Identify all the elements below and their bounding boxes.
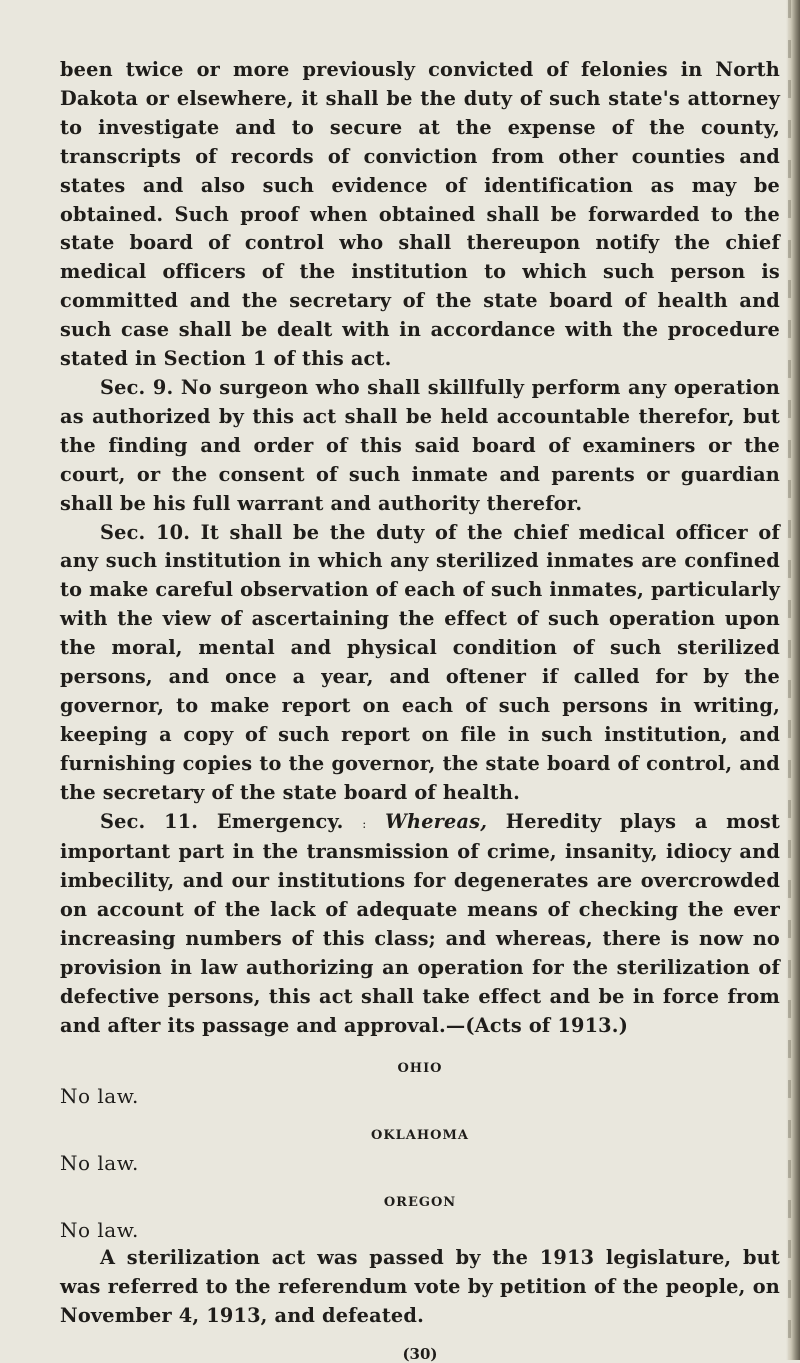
section-11-mark: : <box>362 816 367 831</box>
state-heading-oregon: OREGON <box>383 1194 457 1210</box>
section-11-body: Heredity plays a most important part in the transmission of crime, insanity, idiocy and imbecility, and our institutions for degenerates are overcrowded on account of the lack of adequate means of checking the ever increasing numbers of this class; and whereas, there is now no provision in law authorizing an operation for the sterilization of defective persons, this act shall take effect and be in force from and after its passage and approval.—(Acts of 1913.) <box>60 809 780 1037</box>
oregon-note: A sterilization act was passed by the 1913 legislature, but was referred to the referendum vote by petition of the people, on November 4, 1913, and defeated. <box>60 1245 780 1327</box>
state-heading-ohio: OHIO <box>397 1060 443 1076</box>
page-binding-edge <box>786 0 800 1360</box>
continuation-paragraph: been twice or more previously convicted of felonies in North Dakota or elsewhere, it shall be the duty of such state's attorney to investigate and to secure at the expense of the county, transcripts of records of conviction from other counties and states and also such evidence of identification as may be obtained. Such proof when obtained shall be forwarded to the state board of control who shall thereupon notify the chief medical officers of the institution to which such person is committed and the secretary of the state board of health and such case shall be dealt with in accordance with the procedure stated in Section 1 of this act. <box>60 58 780 371</box>
page-number: (30) <box>402 1344 438 1363</box>
section-11 <box>60 808 780 1041</box>
section-10: Sec. 10. It shall be the duty of the chief medical officer of any such institution in which any sterilized inmates are confined to make careful observation of each of such inmates, particularly with the view of ascertaining the effect of such operation upon the moral, mental and physical condition of such sterilized persons, and once a year, and oftener if called for by the governor, to make report on each of such persons in writing, keeping a copy of such report on file in such institution, and furnishing copies to the governor, the state board of control, and the secretary of the state board of health. <box>60 520 780 804</box>
state-text-oklahoma: No law. <box>60 1150 139 1175</box>
document-body <box>60 56 780 1363</box>
state-text-oregon: No law. <box>60 1217 139 1242</box>
section-11-whereas: Whereas, <box>385 809 488 833</box>
state-text-ohio: No law. <box>60 1083 139 1108</box>
section-9: Sec. 9. No surgeon who shall skillfully perform any operation as authorized by this act shall be held accountable therefor, but the finding and order of this said board of examiners or the court, or the consent of such inmate and parents or guardian shall be his full warrant and authority therefor. <box>60 375 780 515</box>
section-11-lead: Sec. 11. Emergency. <box>100 809 344 833</box>
state-heading-oklahoma: OKLAHOMA <box>371 1127 469 1143</box>
